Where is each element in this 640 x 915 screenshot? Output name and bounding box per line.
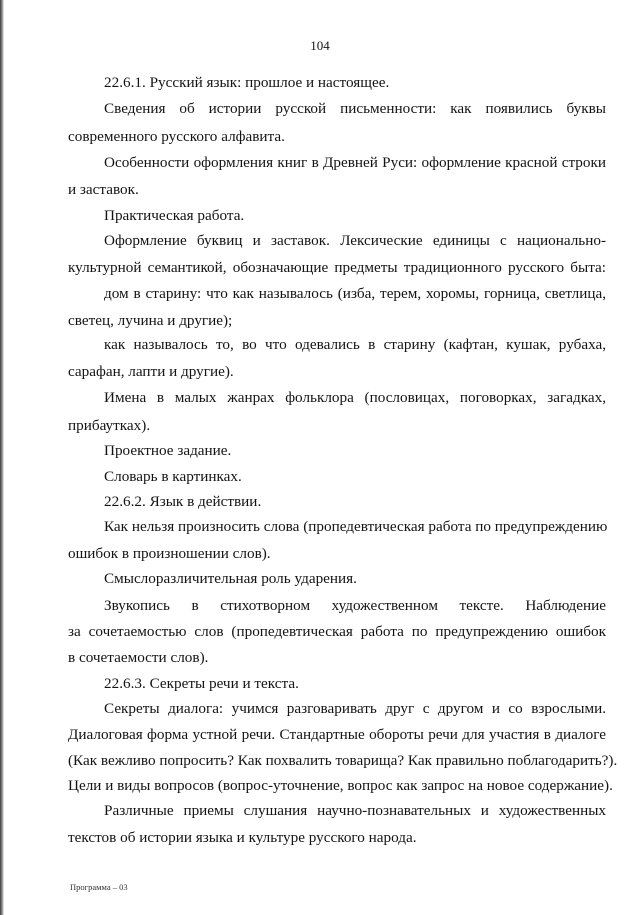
text-line: текстов об истории языка и культуре русского народа. (68, 829, 417, 846)
text-line: и заставок. (68, 181, 139, 198)
text-line: Словарь в картинках. (104, 468, 242, 485)
text-line: 22.6.1. Русский язык: прошлое и настоящее. (104, 74, 390, 91)
text-line: сарафан, лапти и другие). (68, 363, 234, 380)
text-line: Как нельзя произносить слова (пропедевтическая работа по предупреждению (104, 518, 608, 535)
text-line: современного русского алфавита. (68, 128, 285, 145)
text-line: Секреты диалога: учимся разговаривать друг с другом и со взрослыми. (104, 700, 606, 717)
text-line: ошибок в произношении слов). (68, 545, 271, 562)
text-line: Проектное задание. (104, 442, 232, 459)
text-line: Различные приемы слушания научно-познавательных и художественных (104, 802, 606, 819)
text-line: Звукопись в стихотворном художественном тексте. Наблюдение (104, 597, 606, 614)
page-number: 104 (310, 38, 330, 53)
text-line: Сведения об истории русской письменности: как появились буквы (104, 100, 606, 117)
text-line: Цели и виды вопросов (вопрос-уточнение, вопрос как запрос на новое содержание). (68, 777, 613, 794)
page-footer: Программа – 03 (70, 882, 128, 892)
text-line: за сочетаемостью слов (пропедевтическая работа по предупреждению ошибок (68, 623, 606, 640)
text-line: Смыслоразличительная роль ударения. (104, 570, 357, 587)
text-line: (Как вежливо попросить? Как похвалить товарища? Как правильно поблагодарить?). (68, 752, 618, 769)
scan-page-edge (0, 0, 4, 915)
text-line: культурной семантикой, обозначающие предметы традиционного русского быта: (68, 259, 606, 276)
text-line: Особенности оформления книг в Древней Руси: оформление красной строки (104, 154, 606, 171)
text-line: Практическая работа. (104, 207, 245, 224)
text-line: 22.6.2. Язык в действии. (104, 493, 262, 510)
text-line: 22.6.3. Секреты речи и текста. (104, 675, 299, 692)
text-line: Диалоговая форма устной речи. Стандартные обороты речи для участия в диалоге (68, 726, 606, 743)
text-line: как называлось то, во что одевались в старину (кафтан, кушак, рубаха, (104, 336, 606, 353)
text-line: светец, лучина и другие); (68, 312, 233, 329)
text-line: дом в старину: что как называлось (изба, терем, хоромы, горница, светлица, (104, 285, 606, 302)
text-line: Имена в малых жанрах фольклора (пословицах, поговорках, загадках, (104, 389, 606, 406)
text-line: в сочетаемости слов). (68, 649, 209, 666)
text-line: Оформление буквиц и заставок. Лексические единицы с национально- (104, 232, 606, 249)
text-line: прибаутках). (68, 417, 151, 434)
